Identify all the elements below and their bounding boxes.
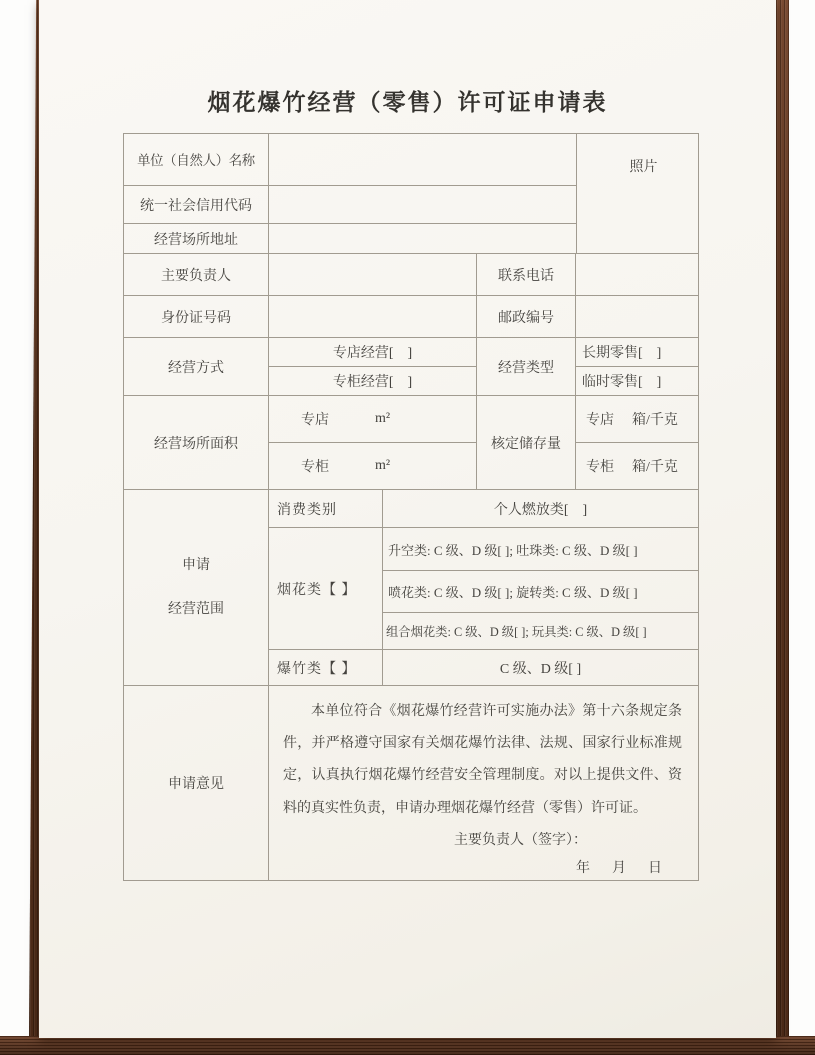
storage-store-unit: 箱/千克 [632, 413, 678, 428]
fireworks-block [269, 528, 698, 650]
area-storage-row [124, 396, 698, 490]
scope-block [124, 490, 698, 686]
photo-label: 照片 [629, 160, 658, 175]
storage-counter-name: 专柜 [586, 460, 614, 475]
consumption-value: 个人燃放类[ ] [383, 490, 698, 528]
type-option-longterm: 长期零售[ ] [576, 338, 698, 367]
paper-sheet [39, 0, 776, 1038]
opinion-row [124, 686, 698, 880]
scope-content [269, 490, 698, 686]
wood-table-edge-left [29, 0, 39, 1042]
area-label: 经营场所面积 [124, 396, 269, 490]
credit-code-row [124, 186, 577, 224]
credit-code-label: 统一社会信用代码 [124, 186, 269, 224]
consumption-label: 消费类别 [269, 490, 383, 528]
area-store-name: 专店 [301, 413, 329, 428]
principal-label: 主要负责人 [124, 254, 269, 296]
type-option-temporary: 临时零售[ ] [582, 375, 662, 390]
signature-label: 主要负责人（签字）： [454, 832, 587, 848]
form-title: 烟花爆竹经营（零售）许可证申请表 [207, 90, 608, 115]
type-options [576, 338, 698, 396]
storage-cells [576, 396, 698, 490]
firecrackers-value: C 级、D 级[ ] [383, 650, 698, 686]
type-label: 经营类型 [477, 338, 576, 396]
unit-name-row [124, 134, 577, 186]
mode-option-store: 专店经营[ ] [269, 338, 476, 367]
storage-counter-unit: 箱/千克 [632, 460, 678, 475]
fireworks-label: 烟花类【 】 [269, 528, 383, 650]
principal-row [124, 254, 698, 296]
scope-label-line1: 申请 [182, 558, 210, 574]
phone-value-cell [576, 254, 698, 296]
storage-counter-cell [576, 443, 698, 489]
area-store-cell [269, 396, 476, 443]
scope-label [124, 490, 269, 686]
id-number-value-cell [269, 296, 477, 338]
area-cells [269, 396, 477, 490]
mode-label: 经营方式 [124, 338, 269, 396]
storage-store-cell [576, 396, 698, 443]
unit-name-label: 单位（自然人）名称 [124, 134, 269, 186]
firecrackers-label: 爆竹类【 】 [269, 650, 383, 686]
fireworks-rows [383, 528, 698, 650]
firecrackers-row [269, 650, 698, 686]
header-rows-block [124, 134, 698, 254]
storage-label: 核定储存量 [477, 396, 576, 490]
id-number-label: 身份证号码 [124, 296, 269, 338]
application-form-table [123, 133, 699, 881]
area-counter-unit: m² [375, 458, 391, 473]
area-counter-cell [269, 443, 476, 489]
opinion-content [269, 686, 698, 880]
postcode-label: 邮政编号 [477, 296, 576, 338]
consumption-row [269, 490, 698, 528]
mode-option-counter: 专柜经营[ ] [332, 375, 413, 390]
area-store-unit: m² [375, 411, 391, 426]
mode-options [269, 338, 477, 396]
opinion-body-text: 本单位符合《烟花爆竹经营许可实施办法》第十六条规定条件，并严格遵守国家有关烟花爆竹法律、法规、国家行业标准规定，认真执行烟花爆竹经营安全管理制度。对以上提供文件、资料的真实性负责，申请办理烟花爆竹经营（零售）许可证。 [283, 704, 682, 816]
scope-label-line2: 经营范围 [168, 601, 224, 617]
address-label: 经营场所地址 [124, 224, 269, 254]
postcode-value-cell [576, 296, 698, 338]
date-label: 年 月 日 [576, 860, 666, 876]
credit-code-value-cell [269, 186, 577, 224]
opinion-label: 申请意见 [124, 686, 269, 880]
principal-value-cell [269, 254, 477, 296]
fireworks-row-2: 喷花类: C 级、D 级[ ]; 旋转类: C 级、D 级[ ] [383, 571, 698, 613]
photo-box [577, 134, 698, 254]
area-counter-name: 专柜 [301, 460, 329, 475]
address-value-cell [269, 224, 577, 254]
address-row [124, 224, 577, 254]
phone-label: 联系电话 [477, 254, 576, 296]
fireworks-row-3: 组合烟花类: C 级、D 级[ ]; 玩具类: C 级、D 级[ ] [383, 613, 698, 650]
id-number-row [124, 296, 698, 338]
unit-name-value-cell [269, 134, 577, 186]
fireworks-row-1: 升空类: C 级、D 级[ ]; 吐珠类: C 级、D 级[ ] [383, 528, 698, 571]
mode-type-row [124, 338, 698, 396]
wood-table-edge-bottom [0, 1036, 815, 1055]
wood-table-edge-right [776, 0, 789, 1044]
storage-store-name: 专店 [586, 413, 614, 428]
